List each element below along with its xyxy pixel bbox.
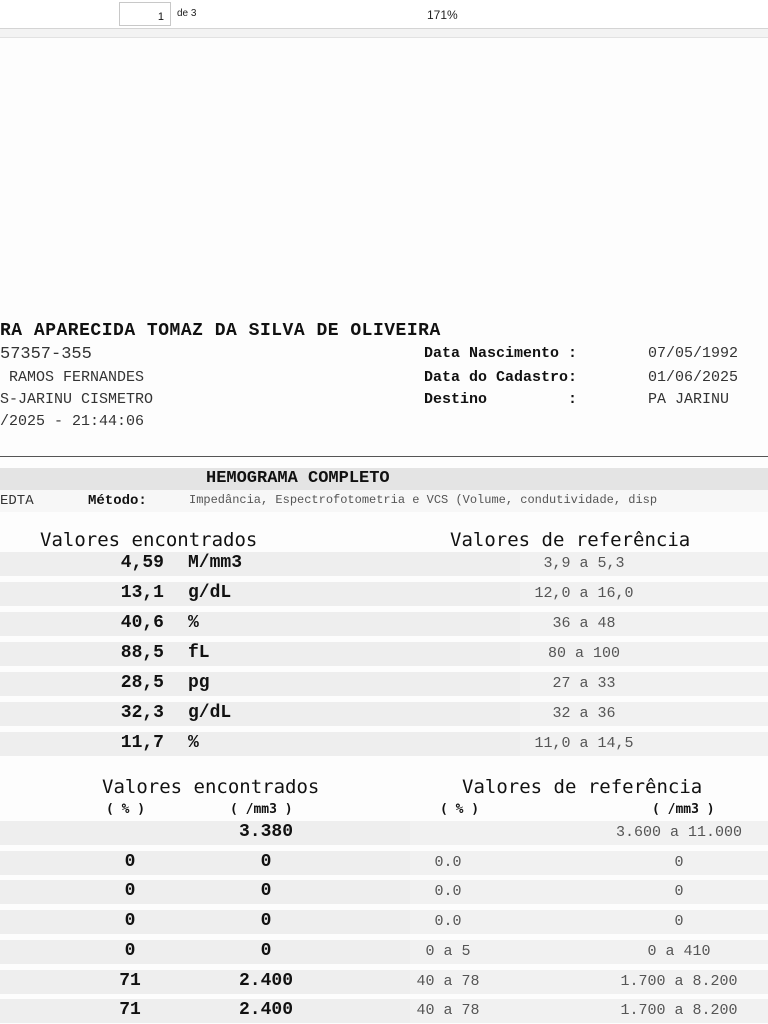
leukogram-abs-value: 0 bbox=[260, 940, 272, 961]
erythrogram-reference: 36 a 48 bbox=[552, 615, 616, 632]
erythrogram-value: 40,6 bbox=[120, 613, 164, 633]
leukogram-pct-value: 71 bbox=[119, 970, 141, 991]
leukogram-row-band bbox=[0, 970, 410, 994]
erythrogram-unit: M/mm3 bbox=[188, 553, 243, 573]
leukogram-ref-pct: 0.0 bbox=[434, 853, 462, 871]
leukogram-ref-pct-col-header: ( % ) bbox=[440, 802, 480, 817]
erythrogram-value: 13,1 bbox=[120, 583, 164, 603]
leukogram-pct-col-header: ( % ) bbox=[106, 802, 146, 817]
erythrogram-value: 88,5 bbox=[120, 643, 164, 663]
erythrogram-ref-header: Valores de referência bbox=[450, 529, 691, 551]
register-date-label: Data do Cadastro: bbox=[424, 369, 578, 386]
erythrogram-reference: 3,9 a 5,3 bbox=[543, 555, 625, 572]
leukogram-ref-abs: 1.700 a 8.200 bbox=[620, 972, 738, 990]
erythrogram-found-header: Valores encontrados bbox=[40, 529, 258, 551]
leukogram-ref-mm3-col-header: ( /mm3 ) bbox=[652, 802, 715, 817]
erythrogram-reference: 80 a 100 bbox=[547, 645, 620, 662]
leukogram-ref-pct: 0.0 bbox=[434, 883, 462, 901]
erythrogram-unit: % bbox=[188, 613, 199, 633]
leukogram-ref-header: Valores de referência bbox=[462, 776, 703, 798]
erythrogram-reference: 27 a 33 bbox=[552, 675, 616, 692]
leukogram-found-header: Valores encontrados bbox=[102, 776, 320, 798]
collection-datetime: /2025 - 21:44:06 bbox=[0, 413, 145, 430]
erythrogram-value: 32,3 bbox=[120, 703, 164, 723]
leukogram-row-band bbox=[0, 940, 410, 964]
leukogram-ref-pct: 40 a 78 bbox=[416, 1002, 480, 1020]
method-value: Impedância, Espectrofotometria e VCS (Volume, condutividade, disp bbox=[189, 493, 658, 507]
erythrogram-value: 11,7 bbox=[120, 733, 164, 753]
material-value: EDTA bbox=[0, 493, 34, 509]
destination-label: Destino : bbox=[424, 391, 578, 408]
exam-title: HEMOGRAMA COMPLETO bbox=[206, 469, 390, 488]
leukogram-abs-value: 3.380 bbox=[238, 822, 293, 842]
page-total-label: de 3 bbox=[177, 8, 197, 19]
erythrogram-unit: fL bbox=[188, 643, 210, 663]
leukogram-ref-pct: 0.0 bbox=[434, 913, 462, 931]
erythrogram-unit: g/dL bbox=[188, 583, 232, 603]
leukogram-pct-value: 0 bbox=[124, 940, 136, 961]
erythrogram-value: 28,5 bbox=[120, 673, 164, 693]
leukogram-pct-value: 0 bbox=[124, 881, 136, 902]
page-number-input[interactable]: 1 bbox=[119, 2, 171, 26]
viewer-toolbar bbox=[0, 0, 768, 29]
leukogram-ref-pct: 40 a 78 bbox=[416, 972, 480, 990]
patient-id: 57357-355 bbox=[0, 345, 92, 364]
leukogram-row-band bbox=[0, 910, 410, 934]
erythrogram-value: 4,59 bbox=[120, 553, 164, 573]
leukogram-row-band bbox=[0, 851, 410, 875]
leukogram-abs-value: 2.400 bbox=[238, 1000, 293, 1021]
erythrogram-reference: 12,0 a 16,0 bbox=[534, 585, 634, 602]
leukogram-mm3-col-header: ( /mm3 ) bbox=[230, 802, 293, 817]
leukogram-ref-abs: 1.700 a 8.200 bbox=[620, 1002, 738, 1020]
leukogram-ref-abs: 0 bbox=[674, 883, 684, 901]
leukogram-ref-pct: 0 a 5 bbox=[425, 942, 471, 960]
requesting-doctor: RAMOS FERNANDES bbox=[0, 369, 145, 386]
leukogram-ref-abs: 0 bbox=[674, 853, 684, 871]
collection-unit: S-JARINU CISMETRO bbox=[0, 391, 154, 408]
leukogram-abs-value: 0 bbox=[260, 851, 272, 872]
erythrogram-unit: % bbox=[188, 733, 199, 753]
destination-value: PA JARINU bbox=[648, 391, 730, 408]
toolbar-divider bbox=[0, 29, 768, 38]
leukogram-abs-value: 0 bbox=[260, 911, 272, 932]
method-label: Método: bbox=[88, 493, 147, 509]
erythrogram-reference: 32 a 36 bbox=[552, 705, 616, 722]
patient-name: RA APARECIDA TOMAZ DA SILVA DE OLIVEIRA bbox=[0, 321, 441, 341]
erythrogram-unit: pg bbox=[188, 673, 210, 693]
leukogram-ref-abs: 3.600 a 11.000 bbox=[615, 824, 743, 841]
leukogram-row-band bbox=[0, 999, 410, 1023]
erythrogram-reference: 11,0 a 14,5 bbox=[534, 735, 634, 752]
leukogram-pct-value: 0 bbox=[124, 911, 136, 932]
leukogram-abs-value: 2.400 bbox=[238, 970, 293, 991]
erythrogram-unit: g/dL bbox=[188, 703, 232, 723]
birth-date-value: 07/05/1992 bbox=[648, 345, 739, 362]
leukogram-ref-abs: 0 a 410 bbox=[647, 942, 711, 960]
birth-date-label: Data Nascimento : bbox=[424, 345, 578, 362]
leukogram-row-band bbox=[0, 821, 410, 845]
zoom-level[interactable]: 171% bbox=[427, 8, 458, 22]
header-divider bbox=[0, 456, 768, 457]
register-date-value: 01/06/2025 bbox=[648, 369, 739, 386]
leukogram-ref-abs: 0 bbox=[674, 913, 684, 931]
leukogram-abs-value: 0 bbox=[260, 881, 272, 902]
leukogram-row-band bbox=[0, 880, 410, 904]
leukogram-pct-value: 71 bbox=[119, 1000, 141, 1021]
leukogram-pct-value: 0 bbox=[124, 851, 136, 872]
